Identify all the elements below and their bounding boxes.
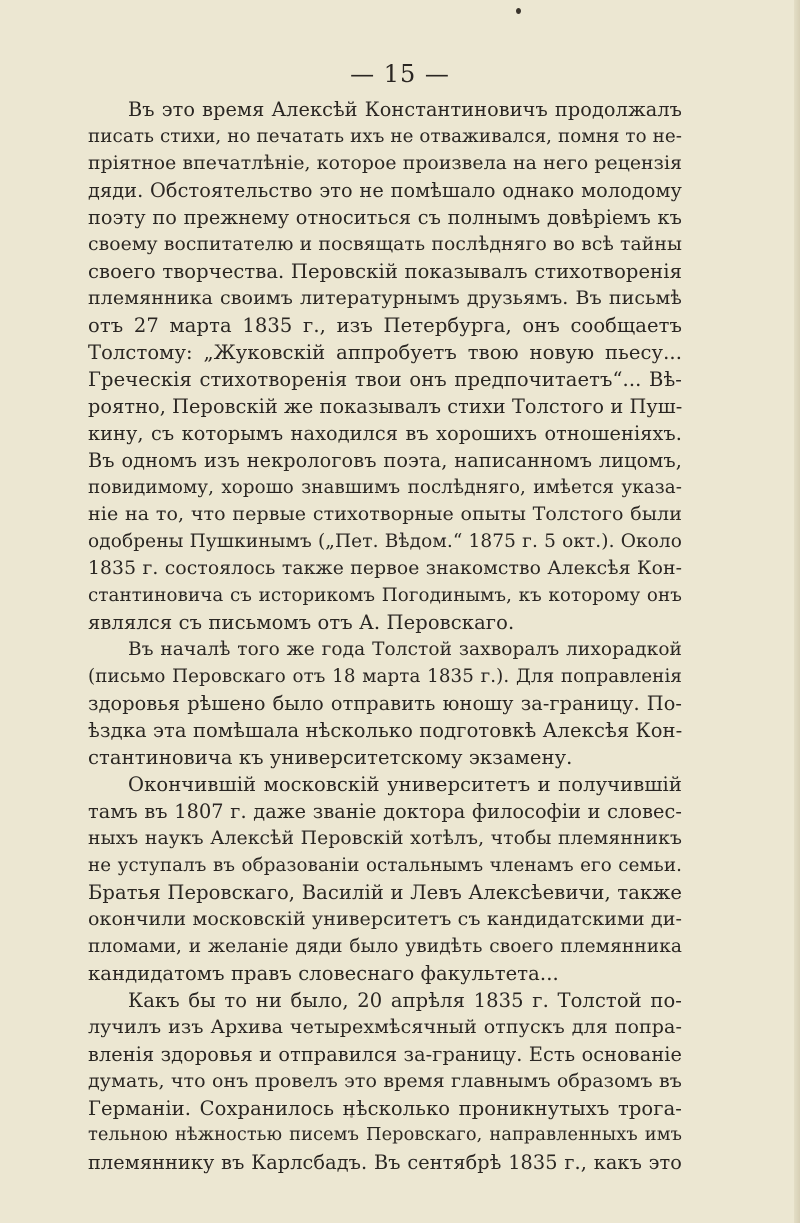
text-line: поэту по прежнему относиться съ полнымъ довѣріемъ къ: [88, 206, 682, 229]
text-line: вленія здоровья и отправился за-границу. Есть основаніе: [88, 1043, 682, 1066]
text-line: ѣздка эта помѣшала нѣсколько подготовкѣ Алексѣя Кон-: [88, 719, 683, 742]
text-line: писать стихи, но печатать ихъ не отваживался, помня то не-: [88, 126, 683, 147]
text-line: племяннику въ Карлсбадъ. Въ сентябрѣ 1835 г., какъ это: [88, 1151, 682, 1174]
text-line: ныхъ наукъ Алексѣй Перовскій хотѣлъ, чтобы племянникъ: [88, 828, 682, 849]
text-line: Въ началѣ того же года Толстой захворалъ лихорадкой: [128, 639, 682, 660]
text-line: стантиновича къ университетскому экзамену.: [88, 746, 573, 769]
text-line: Германіи. Сохранилось нѣсколько проникнутыхъ трога-: [88, 1097, 682, 1120]
text-line: (письмо Перовскаго отъ 18 марта 1835 г.). Для поправленія: [88, 666, 682, 687]
text-line: стантиновича съ историкомъ Погодинымъ, къ которому онъ: [88, 585, 682, 606]
text-line: окончили московскій университетъ съ кандидатскими ди-: [88, 908, 682, 930]
print-speck: [516, 8, 521, 14]
text-line: Окончившій московскій университетъ и получившій: [128, 773, 682, 796]
text-line: Толстому: „Жуковскій аппробуетъ твою новую пьесу...: [88, 341, 682, 364]
text-line: являлся съ письмомъ отъ А. Перовскаго.: [88, 611, 515, 634]
text-line: пломами, и желаніе дяди было увидѣть своего племянника: [88, 936, 682, 957]
text-line: племянника своимъ литературнымъ друзьямъ. Въ письмѣ: [88, 287, 682, 309]
text-line: кандидатомъ правъ словеснаго факультета...: [88, 962, 559, 985]
text-line: Въ одномъ изъ некрологовъ поэта, написанномъ лицомъ,: [88, 449, 682, 472]
text-line: думать, что онъ провелъ это время главнымъ образомъ въ: [88, 1070, 682, 1092]
text-line: кину, съ которымъ находился въ хорошихъ отношеніяхъ.: [88, 422, 682, 445]
text-line: пріятное впечатлѣніе, которое произвела на него рецензія: [88, 153, 682, 174]
text-line: здоровья рѣшено было отправить юношу за-границу. По-: [88, 692, 682, 715]
text-line: отъ 27 марта 1835 г., изъ Петербурга, онъ сообщаетъ: [88, 314, 682, 337]
text-line: Греческія стихотворенія твои онъ предпочитаетъ“... Вѣ-: [88, 368, 682, 391]
text-line: Какъ бы то ни было, 20 апрѣля 1835 г. Толстой по-: [128, 989, 682, 1012]
body-text: [88, 96, 682, 1176]
text-line: лучилъ изъ Архива четырехмѣсячный отпускъ для попра-: [88, 1016, 682, 1038]
text-line: одобрены Пушкинымъ („Пет. Вѣдом.“ 1875 г. 5 окт.). Около: [88, 531, 682, 552]
text-line: повидимому, хорошо знавшимъ послѣдняго, имѣется указа-: [88, 477, 682, 498]
text-line: Братья Перовскаго, Василій и Левъ Алексѣевичи, также: [88, 881, 682, 904]
page-number: — 15 —: [350, 60, 450, 88]
text-line: 1835 г. состоялось также первое знакомство Алексѣя Кон-: [88, 558, 682, 579]
text-line: не уступалъ въ образованіи остальнымъ членамъ его семьи.: [88, 855, 682, 876]
text-line: ніе на то, что первые стихотворные опыты Толстого были: [88, 503, 682, 525]
text-line: дяди. Обстоятельство это не помѣшало однако молодому: [88, 179, 682, 202]
text-line: своего творчества. Перовскій показывалъ стихотворенія: [88, 260, 682, 283]
text-line: тельною нѣжностью писемъ Перовскаго, направленныхъ имъ: [88, 1125, 682, 1145]
text-line: своему воспитателю и посвящать послѣдняго во всѣ тайны: [88, 234, 682, 255]
text-line: Въ это время Алексѣй Константиновичъ продолжалъ: [128, 98, 682, 121]
text-line: роятно, Перовскій же показывалъ стихи Толстого и Пуш-: [88, 395, 683, 418]
text-line: тамъ въ 1807 г. даже званіе доктора философіи и словес-: [88, 800, 682, 823]
page-edge: [794, 0, 800, 1223]
